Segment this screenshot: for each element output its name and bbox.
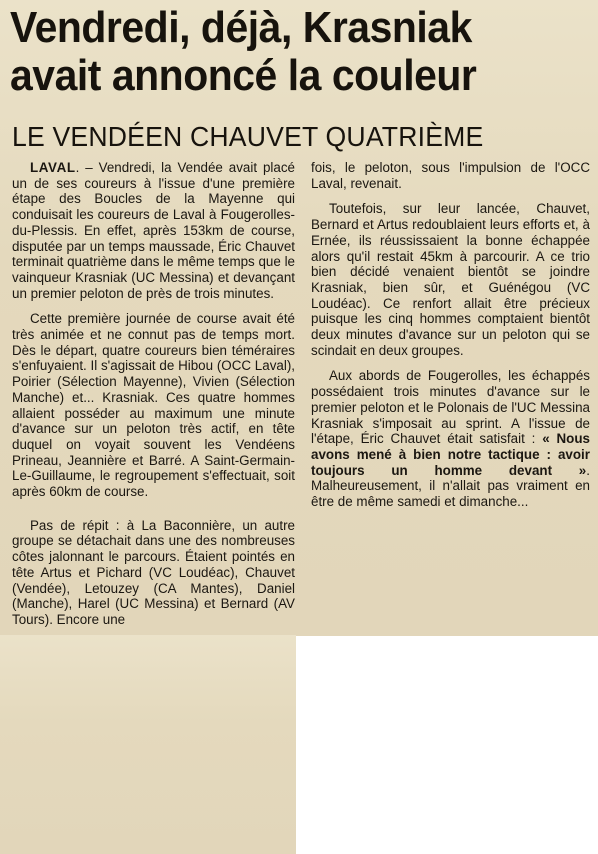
paragraph-2: Cette première journée de course avait été très animée et ne connut pas de temps mort. Dès le départ, quatre coureurs bien téméraires s'enfuyaient. Il s'agissait de Hibou (OCC Laval), Poirier (Sélection Mayenne), Vivien (Sélection Manche) et... Krasniak. Ces quatre hommes allaient posséder au maximum une minute d'avance sur un peloton très actif, en tête duquel on voyait souvent les Vendéens Prineau, Jeannière et Barré. A Saint-Germain-Le-Guillaume, le regroupement s'effectuait, soit après 60km de course. [12,311,295,500]
headline-line-2: avait annoncé la couleur [10,51,477,100]
paper-lower-left-area [0,635,296,854]
article-headline [10,4,549,100]
article-subheadline: LE VENDÉEN CHAUVET QUATRIÈME [12,121,484,152]
paragraph-1-text: . – Vendredi, la Vendée avait placé un de ses coureurs à l'issue d'une première étape des Boucles de la Mayenne qui conduisait les coureurs de Laval à Fougerolles-du-Plessis. En effet, après 153km de course, disputée par un temps maussade, Éric Chauvet terminait quatrième dans le même temps que le vainqueur Krasniak (UC Messina) et devançant un premier peloton de près de trois minutes. [12,160,295,301]
article-column-left [12,160,295,638]
paragraph-5 [311,368,590,509]
chauvet-quote: « Nous avons mené à bien notre tactique : avoir toujours un homme devant » [311,431,590,478]
article-column-right [311,160,590,520]
paragraph-3: Pas de répit : à La Baconnière, un autre groupe se détachait dans une des nombreuses côtes jalonnant le parcours. Étaient pointés en tête Artus et Pichard (VC Loudéac), Chauvet (Vendée), Letouzey (CA Mantes), Daniel (Manche), Harel (UC Messina) et Bernard (AV Tours). Encore une [12,517,295,627]
paragraph-4: Toutefois, sur leur lancée, Chauvet, Bernard et Artus redoublaient leurs efforts et, à Ernée, ils réussissaient la bonne échappée alors qu'il restait 45km à parcourir. A ce trio bien décidé venaient bientôt se joindre Krasniak, bien sûr, et Guénégou (VC Loudéac). Ce renfort allait être précieux puisque les cinq hommes comptaient bientôt deux minutes d'avance sur un peloton qui se scindait en deux groupes. [311,201,590,358]
paragraph-3-continued: fois, le peloton, sous l'impulsion de l'OCC Laval, revenait. [311,160,590,191]
paragraph-5-end: . Malheureusement, il n'allait pas vraiment en être de même samedi et dimanche... [311,462,590,510]
headline-line-1: Vendredi, déjà, Krasniak [10,3,472,52]
paragraph-5-text: Aux abords de Fougerolles, les échappés possédaient trois minutes d'avance sur le premier peloton et le Polonais de l'UC Messina Krasniak s'imposait au sprint. A l'issue de l'étape, Éric Chauvet était satisfait : [311,368,590,447]
paragraph-1 [12,160,295,301]
dateline: LAVAL [30,160,76,175]
